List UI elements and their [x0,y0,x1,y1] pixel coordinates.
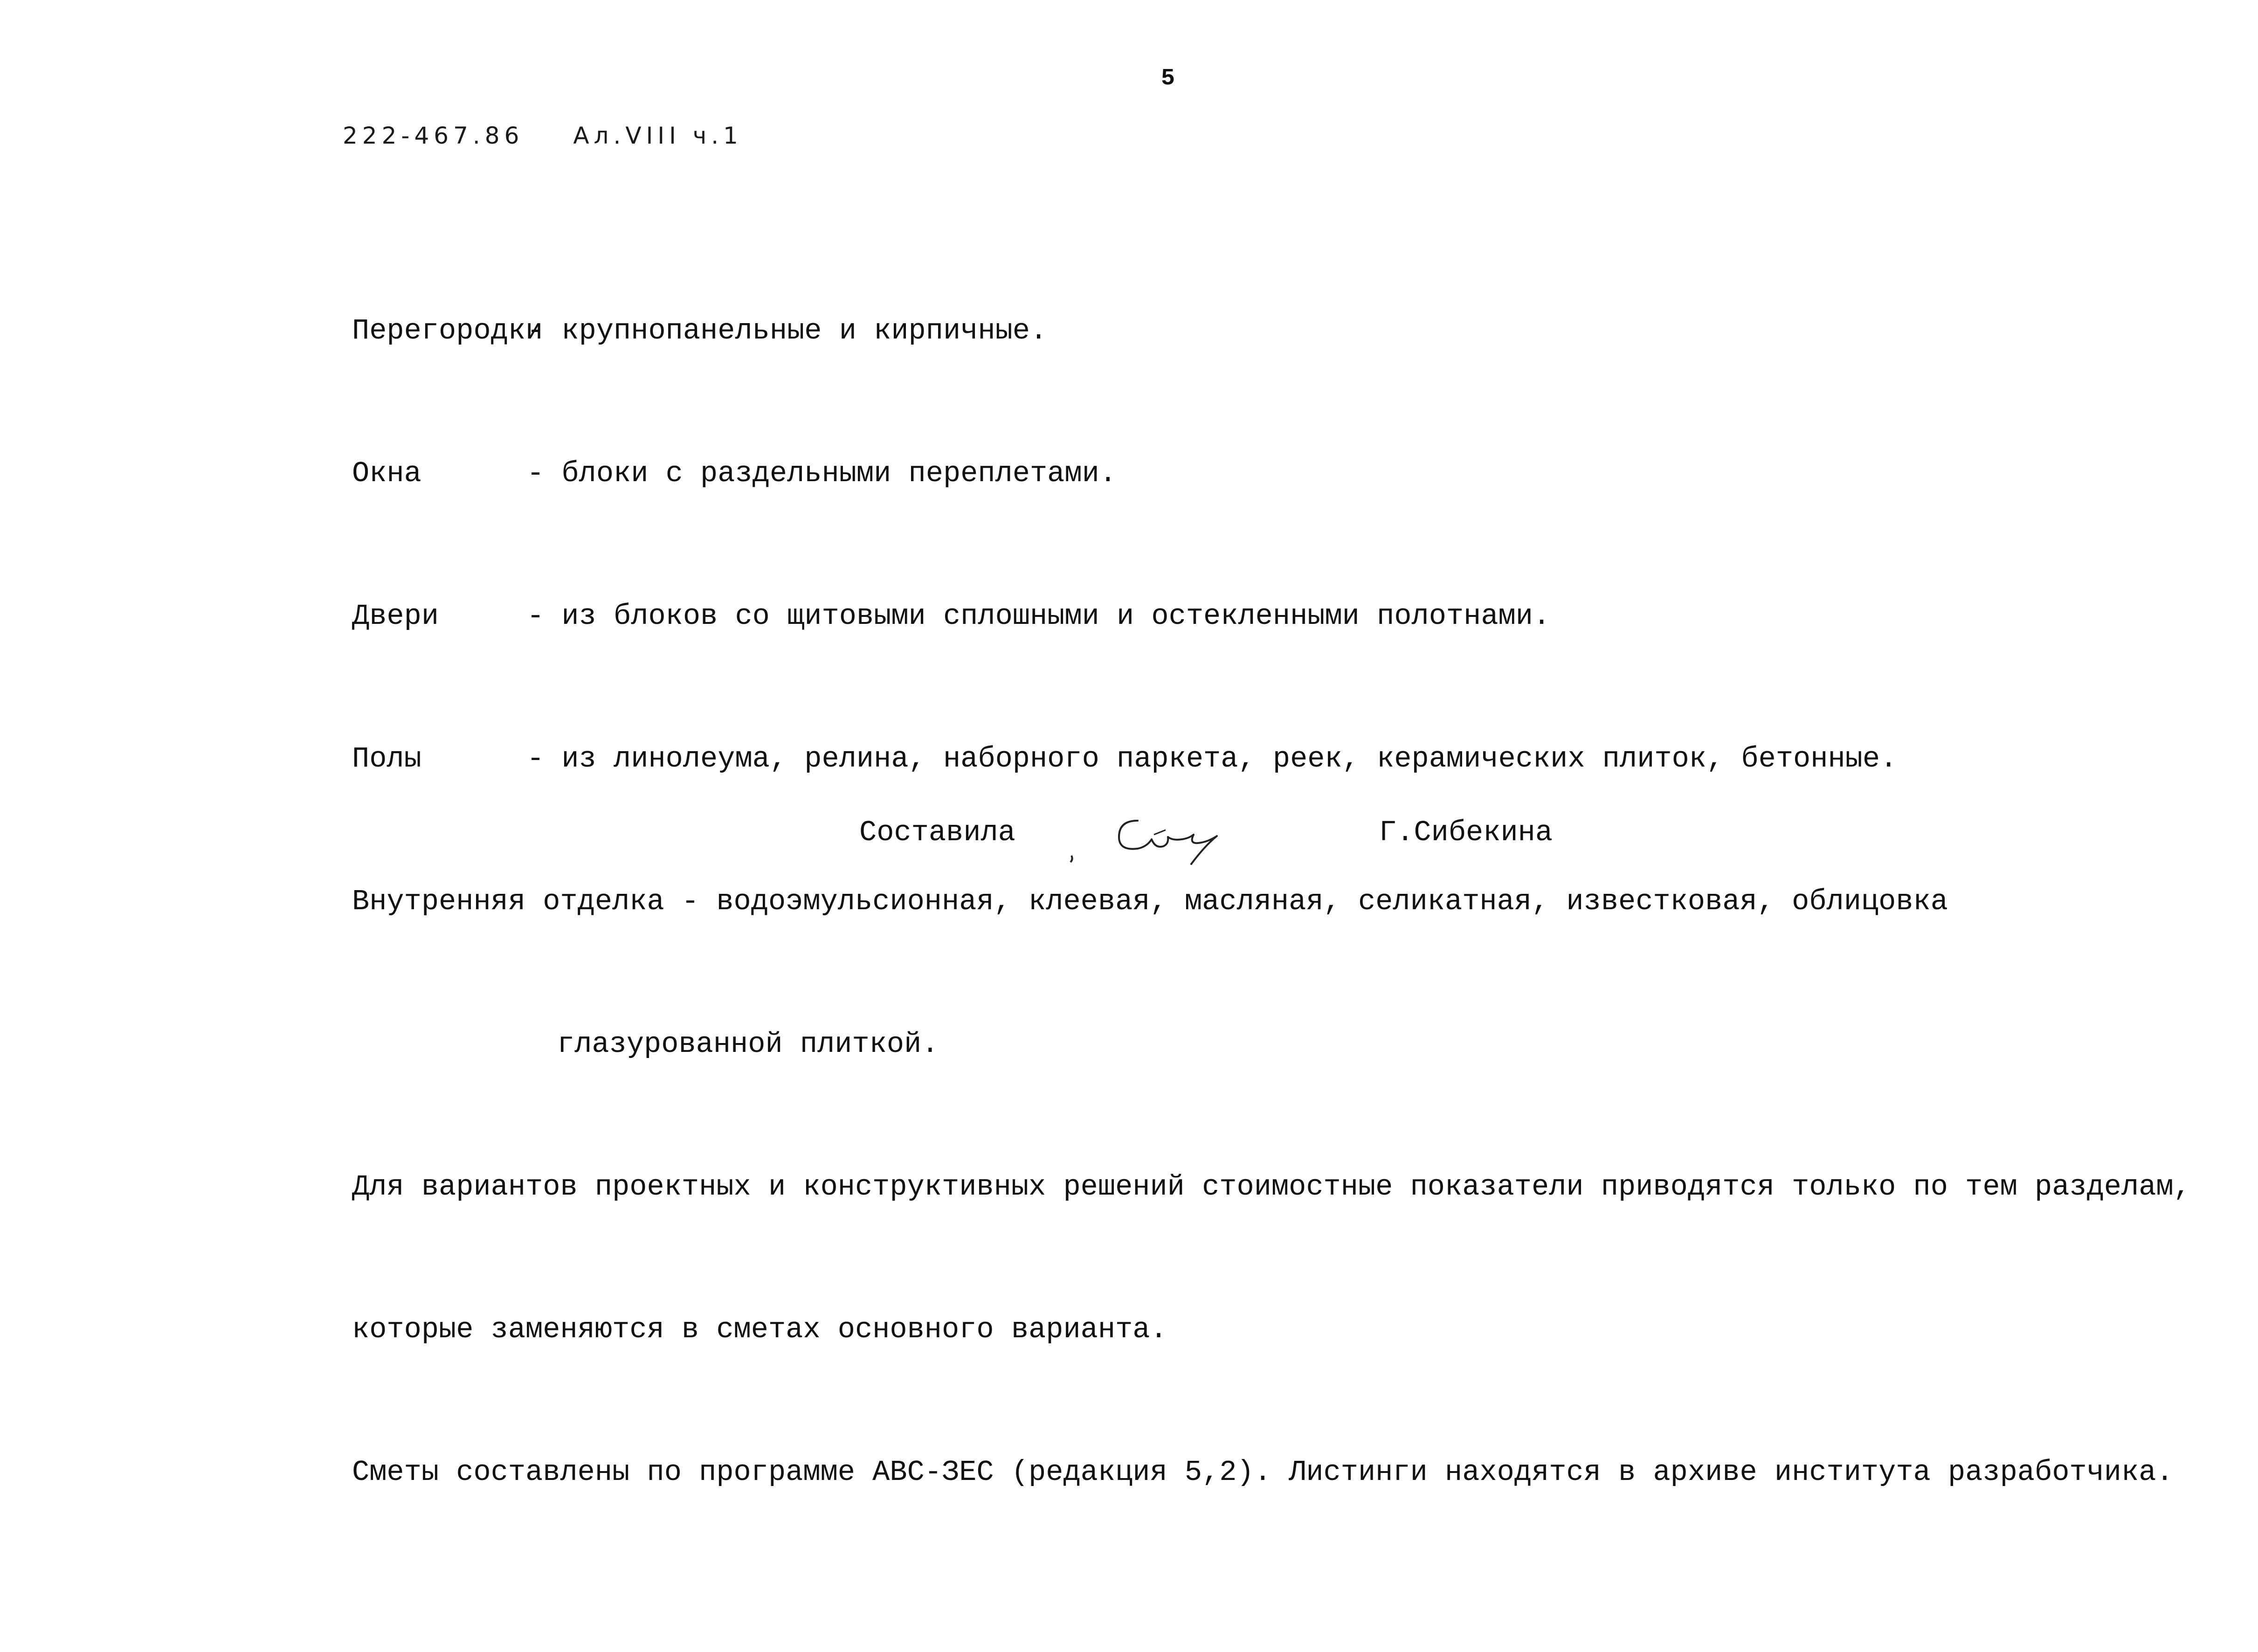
signatory-name: Г.Сибекина [1379,816,1553,849]
handwritten-signature [1068,811,1240,877]
spec-label: Полы [352,742,421,775]
document-body [352,212,2191,1544]
paragraph-line: Для вариантов проектных и конструктивных решений стоимостные показатели приводятся только по тем разделам, [352,1170,2191,1203]
paragraph-line: которые заменяются в сметах основного варианта. [352,1313,1167,1346]
inner-finish-continuation: глазурованной плиткой. [557,1028,939,1061]
spec-line-partitions [352,307,2191,355]
page-number: 5 [1161,65,1175,92]
spec-text: - блоки с раздельными переплетами. [527,457,1117,490]
spec-text: - крупнопанельные и кирпичные. [527,314,1048,347]
inner-finish-text: Внутренняя отделка - водоэмульсионная, клеевая, масляная, селикатная, известковая, облицовка [352,885,1948,918]
spec-line-inner-finish [352,878,2191,926]
spec-line-floors [352,735,2191,783]
spec-text: - из линолеума, релина, наборного паркета, реек, керамических плиток, бетонные. [527,742,1898,775]
spec-label: Окна [352,457,421,490]
spec-line-windows [352,450,2191,498]
spec-label: Двери [352,600,439,633]
signature-block [0,811,2258,877]
spec-line-inner-finish-cont [352,1021,2191,1068]
document-code-header [343,122,780,149]
spec-line-doors [352,593,2191,640]
spec-text: - из блоков со щитовыми сплошными и остекленными полотнами. [527,600,1551,633]
project-code: 222-467.86 [343,122,524,149]
spec-label: Перегородки [352,314,543,347]
album-code: Ал.VIII ч.1 [573,122,743,149]
signature-label: Составила [859,816,1015,849]
paragraph-line: Сметы составлены по программе АВС-ЗЕС (редакция 5,2). Листинги находятся в архиве института разработчика. [352,1456,2174,1489]
